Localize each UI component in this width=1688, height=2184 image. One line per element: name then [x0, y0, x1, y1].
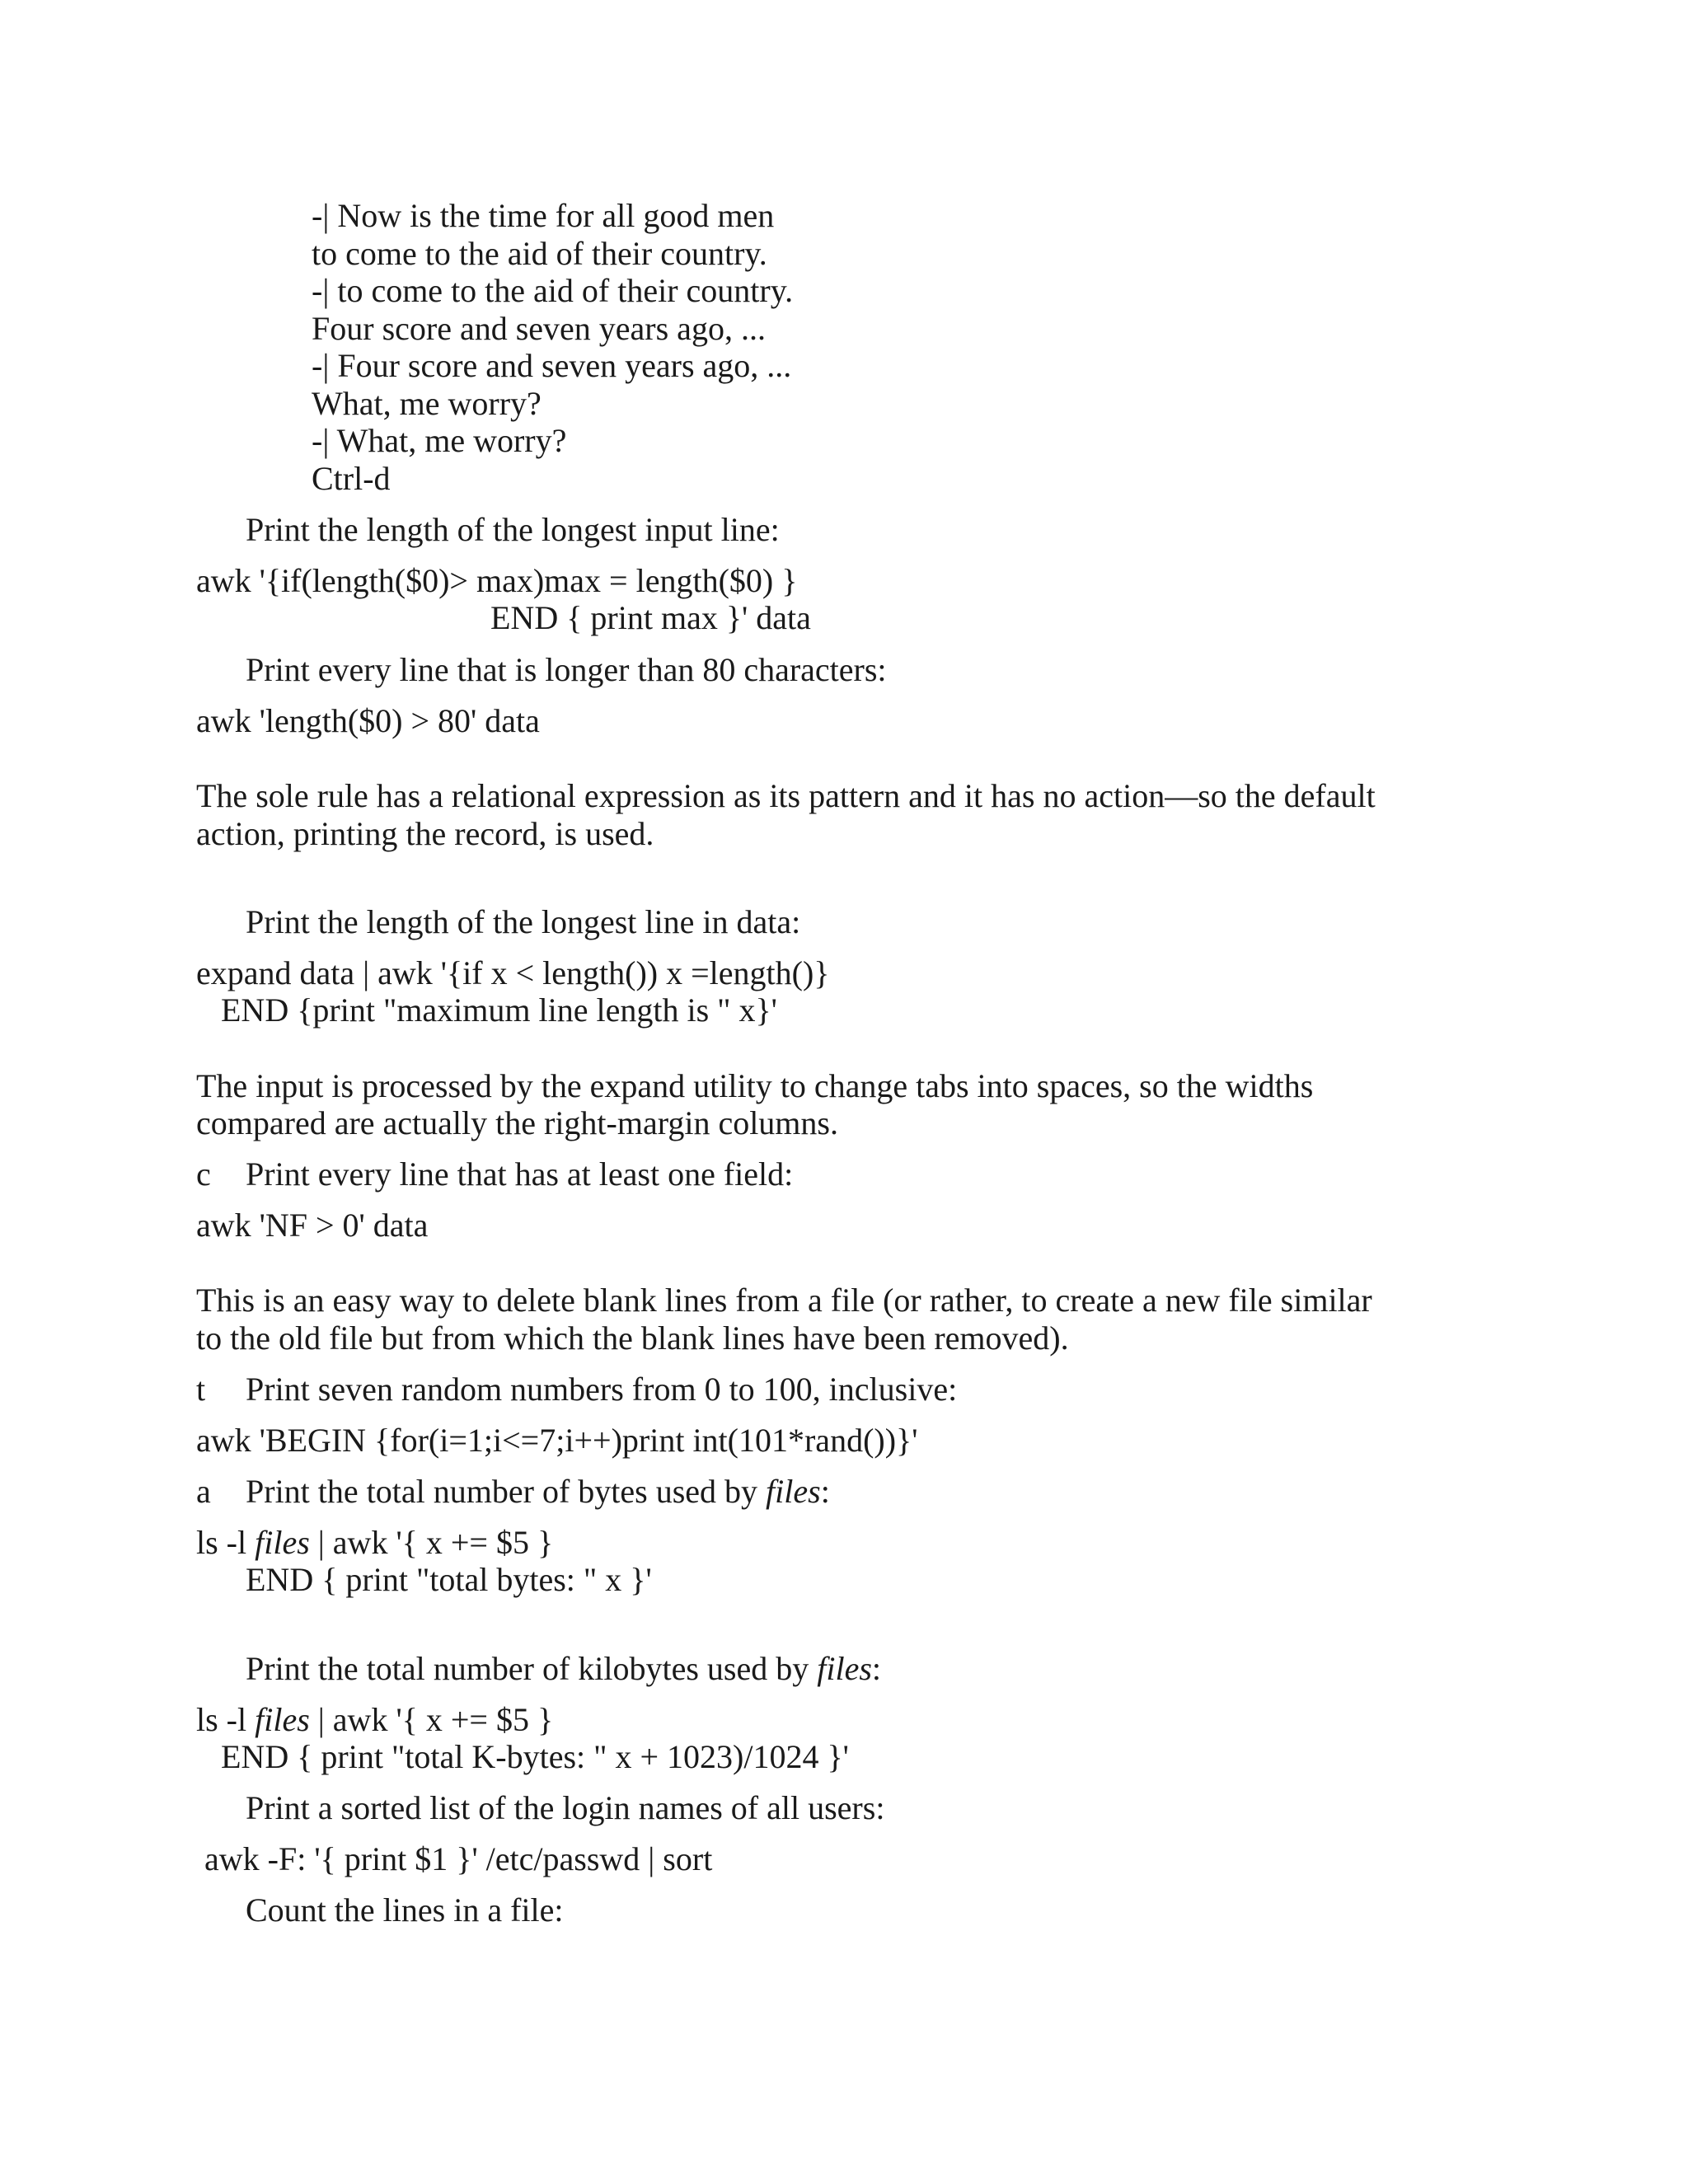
item-heading: Count the lines in a file: — [246, 1891, 564, 1929]
item-heading: Print a sorted list of the login names of all users: — [246, 1789, 885, 1826]
variable-files: files — [817, 1650, 872, 1687]
list-marker: c — [196, 1155, 211, 1193]
session-line: -| Four score and seven years ago, ... — [312, 347, 792, 384]
session-line: Four score and seven years ago, ... — [312, 310, 766, 347]
code-line: END { print "total K-bytes: " x + 1023)/1024 }' — [221, 1738, 849, 1775]
item-heading: Print the total number of kilobytes used by files: — [246, 1650, 882, 1687]
session-line: -| to come to the aid of their country. — [312, 272, 794, 309]
session-line: Ctrl-d — [312, 460, 391, 497]
item-heading: Print the total number of bytes used by files: — [246, 1473, 830, 1510]
note-line: The input is processed by the expand utility to change tabs into spaces, so the widths — [196, 1067, 1314, 1104]
variable-files: files — [766, 1473, 821, 1510]
item-heading: Print the length of the longest line in data: — [246, 903, 801, 940]
code-line: awk '{if(length($0)> max)max = length($0) } — [196, 562, 798, 599]
note-line: compared are actually the right-margin columns. — [196, 1104, 838, 1141]
session-line: -| Now is the time for all good men — [312, 197, 775, 234]
variable-files: files — [255, 1524, 310, 1561]
code-line: awk 'NF > 0' data — [196, 1207, 429, 1244]
note-line: action, printing the record, is used. — [196, 815, 654, 852]
code-line: awk 'length($0) > 80' data — [196, 702, 540, 739]
item-heading: Print every line that is longer than 80 characters: — [246, 651, 887, 688]
code-line: ls -l files | awk '{ x += $5 } — [196, 1701, 554, 1738]
session-line: -| What, me worry? — [312, 422, 567, 459]
note-line: to the old file but from which the blank lines have been removed). — [196, 1319, 1069, 1357]
item-heading: Print the length of the longest input line: — [246, 511, 780, 548]
code-line: ls -l files | awk '{ x += $5 } — [196, 1524, 554, 1561]
variable-files: files — [255, 1701, 310, 1738]
list-marker: a — [196, 1473, 211, 1510]
code-line: END {print "maximum line length is " x}' — [221, 991, 777, 1029]
item-heading: Print seven random numbers from 0 to 100, inclusive: — [246, 1371, 958, 1408]
list-marker: t — [196, 1371, 206, 1408]
session-line: What, me worry? — [312, 385, 542, 422]
code-line: awk -F: '{ print $1 }' /etc/passwd | sort — [204, 1840, 713, 1877]
code-line: awk 'BEGIN {for(i=1;i<=7;i++)print int(101*rand())}' — [196, 1422, 918, 1459]
note-line: The sole rule has a relational expression as its pattern and it has no action—so the default — [196, 777, 1376, 814]
note-line: This is an easy way to delete blank lines from a file (or rather, to create a new file similar — [196, 1282, 1372, 1319]
code-line: END { print "total bytes: " x }' — [246, 1561, 652, 1598]
code-line: expand data | awk '{if x < length()) x =length()} — [196, 954, 830, 991]
item-heading: Print every line that has at least one field: — [246, 1155, 794, 1193]
session-line: to come to the aid of their country. — [312, 235, 767, 272]
code-line: END { print max }' data — [490, 599, 811, 636]
